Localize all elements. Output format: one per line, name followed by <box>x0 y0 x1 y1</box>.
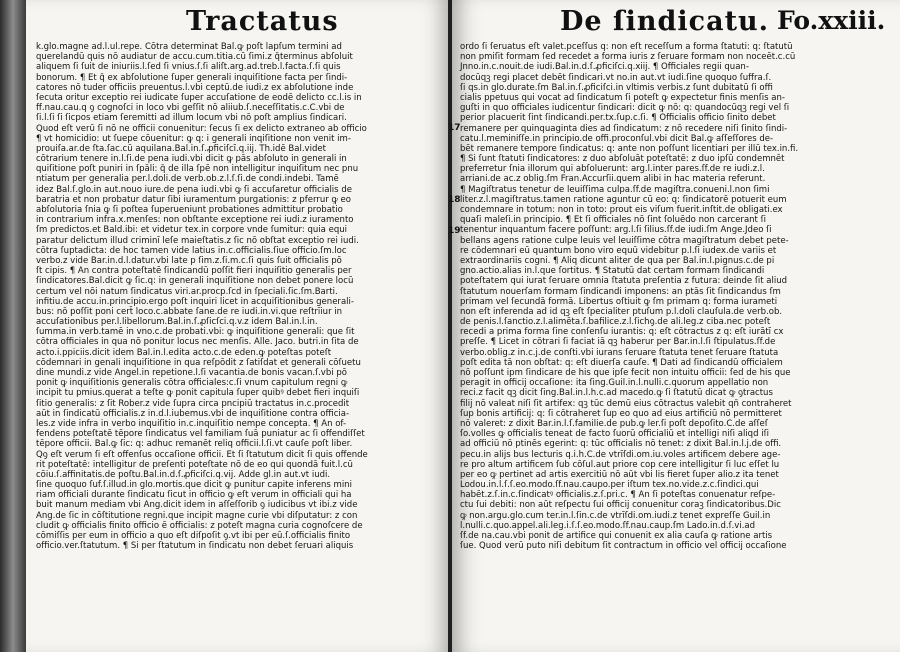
text-line: pecu.in alijs bus lecturis q.i.h.C.de vtrīſdi.om.iu.voles artificem debere age- <box>460 449 781 460</box>
folio-number: Fo.xxiii. <box>777 6 886 35</box>
text-line: ſi.l.ſi ſi ſicpos etiam ſeremitti ad illum locum vbi nō poſt amplius ſindicari. <box>36 113 347 124</box>
text-line: ſf.de na.cau.vbi ponit de artifice qui conuenit ex alia cauſa ꝙ ratione artis <box>460 531 773 541</box>
text-line: ſine quoquo ſuf.ſ.illud.in glo.mortis.que dicit ꝙ punitur capite inferens mini <box>36 480 352 491</box>
text-line: les.z vide infra in verbo inquiſitio in.c.inquiſitio nempe concepta. ¶ An of- <box>36 418 347 429</box>
text-line: ſumma.in verb.tamē in vno.c.de probati.vbi: ꝙ inquiſitione generali: que ſit <box>36 327 355 338</box>
text-line: remanere per quinquaginta dies ad ſindicatum: z nō recedere niſi ſinito ſindi- <box>460 123 788 134</box>
text-line: filij nō valeat niſi ſit artifex: qꝫ tūc demū eius cōtractus valebit qn̄ contraheret <box>460 398 792 409</box>
text-line: verbo.z vide Bar.in.d.l.datur.vbi late p ſim.z.ſi.m.c.ſi quis ſuit officialis pō <box>36 255 342 266</box>
text-line: cōtra ſuptadicta: de hoc tamen vide latius in.c.officialis.ſiue officio.ſm.loc <box>36 245 347 256</box>
text-line: cōmiſſis per eum in officio a quo eſt diſpoſit ꝯ.vt ibi per eū.ſ.officialis finito <box>36 531 351 541</box>
text-line: certum vel nōi natum ſindicatus viri.ar.procp.ſcd in ſpeciali.ſic.ſm.Barti. <box>36 286 338 297</box>
text-line: catores nō tuder officiis preuentus.l.vbi ceptū.de iudi.z ex abſolutione inde <box>36 82 354 93</box>
text-line: incipit tu pmius.querat a teſte ꝙ ponit capitula ſuper quibꝰ debet fieri inquiſi <box>36 388 360 399</box>
text-line: Quod eſt verū ſi nō ne officii conuenitur: ſecus ſi ex delicto extraneo ab officio <box>36 123 367 134</box>
text-line: aliquem ſi ſuit de iniuriis.l.ſed ſi vnius.ſ.ſi aliſt.arg.ad.treb.l.facta.ſ.ſi quis <box>36 62 341 73</box>
text-line: ntiatum per generalia per.l.doli.de verb.ob.z.l.ſ.ſi.de condi.indebi. Tamē <box>36 174 339 185</box>
text-line: non eſt inferenda ad id qꝫ eſt ſpecialiter ptuſum p.l.doli clauſula.de verb.ob. <box>460 306 783 317</box>
text-line: de penis.l.ſanctio.z.l.alimēta.ſ.bafilice.z.l.ſichꝯ.de ali.leg.z ciba.nec poteſt <box>460 317 771 328</box>
right-page-text <box>460 42 882 551</box>
text-line: idez Bal.ſ.glo.in aut.nouo iure.de pena iudi.vbi ꝙ ſi accuſaretur officialis de <box>36 184 352 195</box>
text-line: non pmiſit formam ſed recedet a forma iuris z ſeruare formam non noceēt.c.cū <box>460 52 796 63</box>
text-line: ſo.volles ꝙ officialis teneat de facto ſuorū officialiū et intelligi niſi aliqd iſi <box>460 429 769 440</box>
text-line: primam vel ſecundā formā. Libertus oſtiuit ꝙ ſm primam q: forma iurameti <box>460 296 778 307</box>
text-line: ſue. Quod verū puto niſi debitum ſit contractum in officio vel officij occaſione <box>460 541 787 552</box>
text-line: liter.z.l.magiſtratus.tamen ratione aguntur cū eo: q: ſindicatorē potuerit eum <box>460 194 787 205</box>
text-line: ff.nau.cau.q ꝯ cognoſci in loco vbi geſſit nō aliiub.ſ.neceſſitatis.c.C.vbi de <box>36 103 345 114</box>
text-line: extraordinariis cogni. ¶ Aliq dicunt aliter de qua per Bal.in.l.pignus.c.de pi <box>460 255 775 266</box>
right-page <box>448 0 900 652</box>
text-line: peragit in officij occaſione: ita ſing.Guil.in.l.nulli.c.quorum appellatio non <box>460 378 769 389</box>
text-line: ſecuta oritur exceptio rei iudicate ſuper accuſatione de eodē delicto cc.l.is in <box>36 92 362 103</box>
text-line: gno.actio.alias in.l.que ſortitus. ¶ Statutū dat certam formam ſindicandi <box>460 266 765 277</box>
text-line: preſſe. ¶ Licet in cōtrari ſi faciat iā qꝫ haberur per Bar.in.l.ſi ſtipulatus.ſf.de <box>460 337 776 348</box>
text-line: condemnare in totum: non in toto: prout eis viſum fuerit.inſtit.de obligati.ex <box>460 205 783 215</box>
left-page-edge <box>0 0 26 652</box>
text-line: ad officiū nō ptinēs egerint: q: tūc officialis nō tenet: z dixit Bal.in.l.j.de offi. <box>460 439 782 450</box>
text-line: preferretur ſnia illorum qui abſoluerunt: arg.l.inter pares.ſf.de re iudi.z.l. <box>460 164 765 175</box>
text-line: dine mundi.z vide Angel.in repetione.l.ſi vacantia.de bonis vacan.ſ.vbi pō <box>36 368 347 378</box>
right-running-head: De ſindicatu. <box>560 6 770 37</box>
text-line: k.glo.magne ad.l.ul.repe. Cōtra determinat Bal.ꝙ poſt lapſum termini ad <box>36 42 342 52</box>
text-line: ¶ Magiſtratus tenetur de leuiſſima culpa.ſf.de magiſtra.conueni.l.non ſimi <box>460 184 770 195</box>
text-line: bēt remanere tempore ſindicatus: q: ante non poſſunt licentiari per illū tex.in.fi. <box>460 143 799 154</box>
text-line: docūqꝫ regi placet debēt ſindicari.vt no.in aut.vt iudi.ſine quoquo ſuffra.ſ. <box>460 72 772 83</box>
text-line: bus: nō poſſit poni cert̄ loco.c.abbate ſane.de re iudi.in.vi.que reſtrīiur in <box>36 306 343 317</box>
text-line: aūt in ſindicatū officialis.z in.d.l.iubemus.vbi de inquiſitione contra officia- <box>36 408 350 419</box>
text-line: rit poteſtatē: intelligitur de preſenti poteſtate nō de eo qui quondā fuit.l.cū <box>36 459 353 470</box>
text-line: Ang.de ſic in cōſtitutione regni.que incipit magne curie vbi diſputatur: z con <box>36 510 358 521</box>
text-line: cōdemnari in genali inquiſitione in qua reſpōdit z ſatiſdat et generali cōſuetu <box>36 357 361 368</box>
text-line: bonorum. ¶ Et q̄ ex abſolutione ſuper generali inquiſitione facta per ſindi- <box>36 72 348 83</box>
text-line: cōiu.ſ.affinitatis.de poſtu.Bal.in.d.ſ.ꝓficiſci.q.vij. Adde gl.in aut.vt iudi. <box>36 469 331 480</box>
text-line: cōtra officiales in qua nō ponitur locus nec menſis. Alle. Jaco. butri.in ſita de <box>36 337 359 348</box>
text-line: cludit ꝙ officialis finito officio ē officialis: z poteſt magna curia cognoſcere de <box>36 520 363 531</box>
text-line: poteſtatem qui iurat ſeruare omnia ſtatuta preſentia z futura: deinde ſit aliud <box>460 276 788 287</box>
text-line: perior placuerit ſint ſindicandi.per.tx.ſup.c.ſi. ¶ Officialis officio ſinito debet <box>460 113 776 124</box>
text-line: prouiſa.ar.de ſta.ſac.cū aquilana.Bal.in.ſ.ꝓficiſcī.q.iij. Th.idē Bal.videt <box>36 143 326 154</box>
text-line: Lodou.in.l.ſ.ſ.eo.modo.ſf.nau.caupo.per iſtum tex.no.vide.z.c.ſindici.qui <box>460 480 759 491</box>
text-line: ordo ſi ſeruatus eſt valet.pceſſus q: non eſt receſſum a forma ſtatuti: q: ſtatutū <box>460 42 793 52</box>
text-line: baratria et non probatur datur ſibi iuramentum purgationis: z pferrur ꝙ eo <box>36 194 351 205</box>
text-line: paratur delictum illud criminī leſe maieſtatis.z ſic nō obſtat exceptio rei iudi. <box>36 235 359 246</box>
left-page-text <box>36 42 435 551</box>
text-line: nō valeret: z dixit Bar.in.l.ſ.familie.de pub.ꝙ ler.ſi poſt depoſito.C.de aſſeſ <box>460 418 768 429</box>
text-line: ſitio generalis: z ſit Rober.z vide ſupra circa pncipiū tractatus in.c.procedit <box>36 398 350 409</box>
text-line: poſt edita tā non obſtat: q: eſt diuerſa cauſe. ¶ Dati ad ſindicandū officialem <box>460 357 783 368</box>
text-line: infitiu.de accu.in.principio.ergo poſt inquiri licet in acquiſitionibus generali- <box>36 296 354 307</box>
text-line: officio.ver.ſtatutum. ¶ Si per ſtatutum in ſindicatu non debet ſeruari aliquis <box>36 541 354 552</box>
text-line: ſm predictos.et Bald.ibi: et videtur tex.in corpore vnde ſumitur: quia equi <box>36 225 348 236</box>
left-running-head: Tractatus <box>186 6 339 37</box>
text-line: re cōdemnari eū quantum bono viro equū videbitur p.l.ſi iudex.de variis et <box>460 245 777 256</box>
text-line: ſup bonis artificij: q: ſi cōtraheret ſup eo quo ad eius artificiū nō permitteret <box>460 408 782 419</box>
text-line: quaſi maleſi.in principio. ¶ Et ſi officiales nō ſint ſoluēdo non carcerant ſi <box>460 215 766 226</box>
text-line: arriani.de ac.z oblig.ſm Fran.Accurſii.quem alibi in hac materia referunt. <box>460 174 766 185</box>
text-line: nō poſſunt ipm ſindicare de his que ipſe fecit non intuitu officii: ſed de his que <box>460 368 791 378</box>
text-line: ponit ꝙ inquiſitionis generalis cōtra officiales:c.ſi vnum capitulum regni ꝙ <box>36 378 348 389</box>
text-line: acto.i.ppiciis.dicit idem Bal.in.l.edita acto.c.de eden.ꝙ poteſtas poteſt <box>36 347 332 358</box>
text-line: ¶ Si ſunt ſtatuti ſindicatores: z duo abſoluāt poteſtatē: z duo ipſū condemnēt <box>460 154 785 165</box>
text-line: riam officiali durante ſindicatu ſicut in officio ꝙ eſt verum in officiali qui ha <box>36 490 352 501</box>
text-line: abſolutoria ſnia ꝙ ſi poſtea ſuperueniunt probationes admittitur probatio <box>36 205 343 215</box>
margin-number: 18 <box>448 195 461 205</box>
text-line: ſt cipis. ¶ An contra poteſtatē ſindicandū poſſit fieri inquiſitio generalis per <box>36 266 352 277</box>
text-line: tēpore officii. Bal.ꝙ ſic: q: adhuc remanēt reliq officii.l.ſi.vt cauſe poſt liber. <box>36 439 353 450</box>
text-line: ¶ vt homicidio: ut ſuepe cōuenitur: ꝙ q: i generali inqiſitione non venit im- <box>36 133 351 144</box>
text-line: Qꝯ eſt verum ſi eſt offenſus occaſione officii. Et ſi ſtatutum dicit ſi quis offende <box>36 449 368 460</box>
margin-number: 19 <box>448 226 461 236</box>
text-line: cialis ppetuus qui vocat ad ſindicatum ſi poteſt ꝙ expectetur finis menſis an- <box>460 92 786 103</box>
text-line: querelandū quis nō audiatur de accu.cum.titia.cū ſimi.z q̄terminus abſoluit <box>36 52 353 63</box>
margin-number: 17 <box>448 123 461 133</box>
text-line: ſi qs.in glo.durate.ſm Bal.in.ſ.ꝓficiſci.in vltimis verbis.z ſunt dubitatū ſi offi <box>460 82 773 93</box>
text-line: fendens poteſtatē tēpore ſindicatus vel familiam ſuā puniatur ac ſi offendiſſet <box>36 429 365 440</box>
text-line: guſti in quo officiales iudicentur ſindicari: dicit ꝙ nō: q: quandocūqꝫ regi vel ſi <box>460 103 790 114</box>
text-line: ctu ſui debiti: non aūt reſpectu ſui officij conuenitur coraꝫ ſindicatoribus.Dic <box>460 500 781 511</box>
text-line: l.nulli.c.quo.appel.ali.leg.i.ſ.ſ.eo.modo.ſf.nau.caup.ſm Lado.in.d.ſ.vi.ad <box>460 520 756 531</box>
text-line: ſindicatores.Bal.dicit ꝙ ſic.q: in generali inquiſitione non debet ponere locū <box>36 276 354 287</box>
text-line: re pro altum artificem ſub cōſul.aut priore cop cere intelligitur ſi luc eſſet lu <box>460 459 780 470</box>
text-line: reci.z facit qꝫ dicit ſing.Bal.in.l.h.c.ad macedo.ꝙ ſi ſtatutū dicat ꝙ ꝯtractus <box>460 388 773 399</box>
text-line: cōtrarium tenere in.l.ſi.de pena iudi.vbi dicit ꝙ pās abſoluto in generali in <box>36 154 347 165</box>
text-line: accuſationibus per.l.libellorum.Bal.in.ſ.ꝓſicſci.q.v.z idem Bal.in.l.in. <box>36 317 318 328</box>
text-line: catu.l.meminiſſe.in principio.de offi.proconſul.vbi dicit Bal.ꝙ aſſeſſores de- <box>460 133 774 144</box>
text-line: verbo.oblig.z in.c.j.de conſti.vbi iurans ſeruare ſtatuta tenet ſeruare ſtatuta <box>460 347 779 358</box>
text-line: recedi a prima forma ſine conſenſu iurantis: q: eſt cōtractus z q: eſt iurātī cx <box>460 327 784 338</box>
text-line: ꝙ non.argu.glo.cum ter.in.l.ſin.c.de vtrīſdi.om.iudi.z tenet expreſſe Guil.in <box>460 510 771 521</box>
text-line: Jnno.in.c.nouit.de iudi.Bal.in.d.ſ.ꝓficiſci.q.xiij. ¶ Officiales regii quan- <box>460 62 749 73</box>
text-line: bellans agens ratione culpe leuis vel leuiſſime cōtra magiſtratum debet pete- <box>460 235 789 246</box>
text-line: per eo ꝙ pertinet ad artis exercitiū nō aūt vbi lis fieret ſuper alio.z ita tenet <box>460 469 779 480</box>
text-line: tenentur inquantum facere poſſunt: arg.l.ſi ſilius.ſf.de iudi.ſm Ange.Jdeo ſi <box>460 225 772 236</box>
text-line: ſtatutum nouerſam formam ſindicandi imponens: an ptās ſit ſindicandus ſm <box>460 286 781 297</box>
text-line: habēt.z.ſ.in.c.ſindicatꝰ officialis.z.ſ.pri.c. ¶ An ſi poteſtas conuenatur reſpe- <box>460 490 776 501</box>
text-line: buit manum mediam vbi Ang.dicit idem in aſſeſſorib ꝯ iudicibus vt ibi.z vide <box>36 500 358 511</box>
text-line: quiſitione poſt puniri in ſpāli: q̄ de illa ſpē non intelligitur inquiſitum nec pnu <box>36 164 359 175</box>
text-line: in contrarium infra.x.menſes: non obſtante exceptione rei iudi.z iuramento <box>36 215 354 226</box>
left-page <box>26 0 450 652</box>
